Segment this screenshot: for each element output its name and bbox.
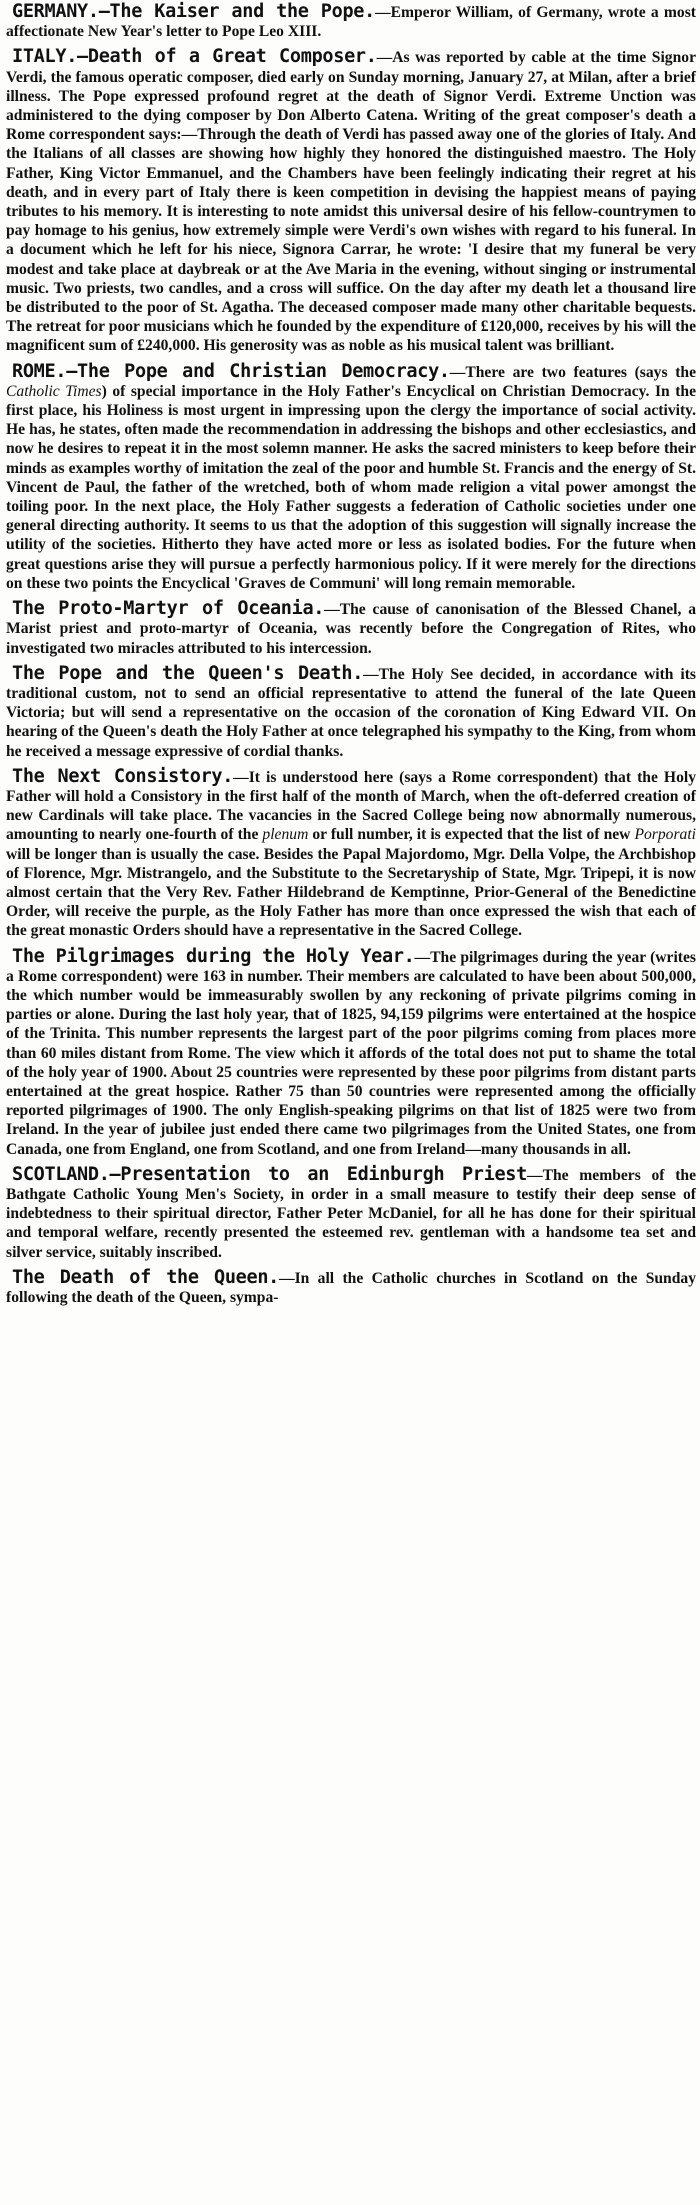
article-death-of-queen [6,1268,696,1307]
italic-term: Porporati [634,826,696,844]
article-heading: The Pope and the Queen's Death. [12,662,364,684]
article-italy-verdi [6,47,696,355]
article-text-part: will be longer than is usually the case. Besides the Papal Majordomo, Mgr. Della Volpe, the Archbishop of Florence, Mgr. Mistrangelo, and the Substitute to the Secretaryship of State, Mgr. Tripepi, it is now almost certain that the Very Rev. Father Hildebrand de Kemptinne, Prior-General of the Benedictine Order, will receive the purple, as the Holy Father has more than once expressed the wish that each of the great monastic Orders should have a representative in the Sacred College. [6,845,696,940]
article-text-part: ) of special importance in the Holy Father's Encyclical on Christian Democracy. In the first place, his Holiness is most urgent in impressing upon the clergy the importance of social activity. He has, he states, often made the recommendation in addressing the bishops and other ecclesiastics, and now he desires to repeat it in the most solemn manner. He asks the sacred ministers to keep before their minds as examples worthy of imitation the zeal of the poor and humble St. Francis and the energy of St. Vincent de Paul, the father of the wretched, both of whom made religion a vital power amongst the toiling poor. In the next place, the Holy Father suggests a federation of Catholic societies under one general directing authority. It seems to us that the adoption of this suggestion will signally increase the utility of the societies. Hitherto they have acted more or less as isolated bodies. For the future when great questions arise they will pursue a perfectly harmonious policy. If it were merely for the directions on these two points the Encyclical 'Graves de Communi' will long remain memorable. [6,382,696,592]
article-text-part: —It is understood here (says a Rome correspondent) that the Holy Father will hold a Consistory in the first half of the month of March, when the oft-deferred creation of new Cardinals will take place. The vacancies in the Sacred College being now abnormally numerous, amounting to nearly one-fourth of the [6,768,696,844]
article-heading: ROME.—The Pope and Christian Democracy. [12,360,450,382]
article-text: —Emperor William, of Germany, wrote a most affectionate New Year's letter to Pope Leo XIII. [6,4,696,41]
article-heading: The Next Consistory. [12,765,234,787]
article-heading: The Proto-Martyr of Oceania. [12,598,325,620]
article-proto-martyr [6,599,696,658]
article-germany [6,2,696,41]
article-heading: SCOTLAND.—Presentation to an Edinburgh Priest [12,1163,527,1185]
publication-title: Catholic Times [6,382,102,400]
article-text: —The cause of canonisation of the Blessed Chanel, a Marist priest and proto-martyr of Oceania, was recently before the Congregation of Rites, who investigated two miracles attributed to his intercession. [6,601,696,657]
article-text: —The Holy See decided, in accordance with its traditional custom, not to send an official representative to attend the funeral of the late Queen Victoria; but will send a representative on the occasion of the coronation of King Edward VII. On hearing of the Queen's death the Holy Father at once telegraphed his sympathy to the King, from whom he received a message expressive of cordial thanks. [6,665,696,760]
article-heading: The Death of the Queen. [12,1266,280,1288]
article-text [6,364,696,592]
article-text-part: —There are two features (says the [449,363,696,381]
article-next-consistory [6,767,696,941]
article-text: —In all the Catholic churches in Scotland on the Sunday following the death of the Queen, sympa- [6,1269,696,1306]
article-rome-democracy [6,362,696,593]
article-pope-queen-death [6,664,696,761]
article-heading: ITALY.—Death of a Great Composer. [12,46,377,68]
article-text: —The pilgrimages during the year (writes a Rome correspondent) were 163 in number. Their members are calculated to have been about 500,000, the which number would be immeasurably swollen by any reckoning of private pilgrims coming in parties or alone. During the last holy year, that of 1825, 94,159 pilgrims were entertained at the hospice of the Trinita. This number represents the largest part of the poor pilgrims coming from places more than 60 miles distant from Rome. The view which it affords of the total does not put to shame the total of the holy year of 1900. About 25 countries were represented by these poor pilgrims from distant parts entertained at the great hospice. Rather 75 than 50 countries were represented among the officially reported pilgrimages of 1900. The only English-speaking pilgrims on that list of 1825 were two from Ireland. In the year of jubilee just ended there came two pilgrimages from the United States, one from Canada, one from England, one from Scotland, and one from Ireland—many thousands in all. [6,948,696,1158]
article-heading: GERMANY.—The Kaiser and the Pope. [12,1,375,22]
italic-term: plenum [262,826,309,844]
article-pilgrimages [6,947,696,1159]
article-text-part: or full number, it is expected that the list of new [308,826,635,844]
article-text: —The members of the Bathgate Catholic Young Men's Society, in order in a small measure to testify their deep sense of indebtedness to their spiritual director, Father Peter McDaniel, for all he has done for their spiritual and temporal welfare, recently presented the esteemed rev. gentleman with a handsome tea set and silver service, suitably inscribed. [6,1166,697,1261]
article-scotland-presentation [6,1165,696,1262]
article-text [6,769,696,940]
article-text: —As was reported by cable at the time Signor Verdi, the famous operatic composer, died early on Sunday morning, January 27, at Milan, after a brief illness. The Pope expressed profound regret at the death of Signor Verdi. Extreme Unction was administered to the dying composer by Don Alberto Catena. Writing of the great composer's death a Rome correspondent says:—Through the death of Verdi has passed away one of the glories of Italy. And the Italians of all classes are showing how highly they honored the distinguished maestro. The Holy Father, King Victor Emmanuel, and the Chambers have been feelingly indicating their regret at his death, and in every part of Italy there is keen competition in devising the happiest means of paying tributes to his memory. It is interesting to note amidst this universal desire of his fellow-countrymen to pay homage to his genius, how extremely simple were Verdi's own wishes with regard to his funeral. In a document which he left for his niece, Signora Carrar, he wrote: 'I desire that my funeral be very modest and take place at daybreak or at the Ave Maria in the evening, without singing or instrumental music. Two priests, two candles, and a cross will suffice. On the day after my death let a thousand lire be distributed to the poor of St. Agatha. The deceased composer made many other charitable bequests. The retreat for poor musicians which he founded by the expenditure of £120,000, receives by his will the magnificent sum of £240,000. His generosity was as noble as his musical talent was brilliant. [6,49,696,355]
article-heading: The Pilgrimages during the Holy Year. [12,945,415,967]
